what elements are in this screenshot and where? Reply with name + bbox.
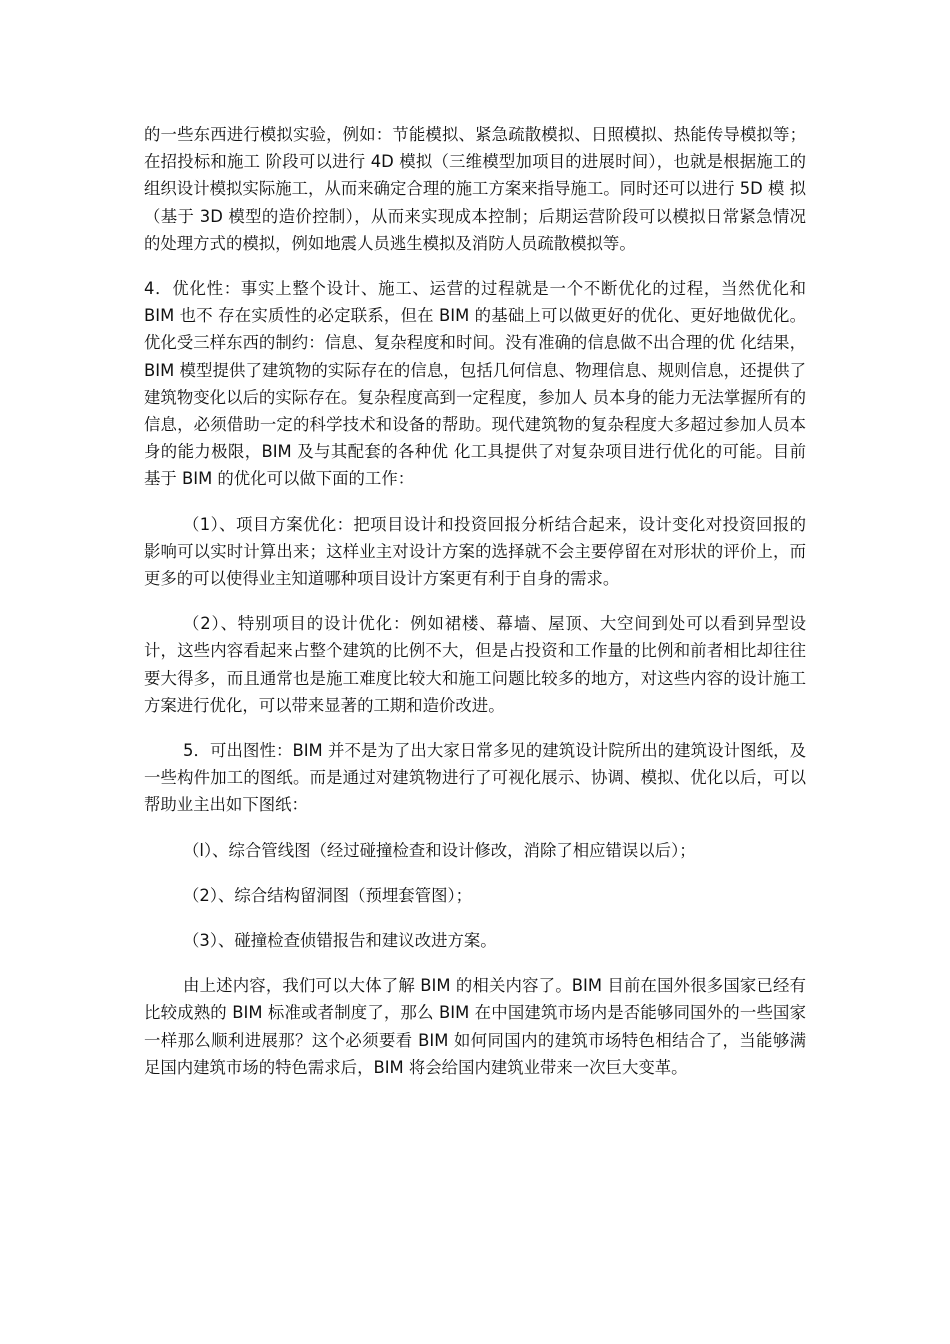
paragraph-project-plan-optimization: （1）、项目方案优化：把项目设计和投资回报分析结合起来，设计变化对投资回报的影响可以实时计算出来；这样业主对设计方案的选择就不会主要停留在对形状的评价上，而更多的可以使得业主知道哪种项目设计方案更有利于自身的需求。 — [144, 514, 806, 589]
paragraph-optimization: 4．优化性：事实上整个设计、施工、运营的过程就是一个不断优化的过程，当然优化和 BIM 也不 存在实质性的必定联系，但在 BIM 的基础上可以做更好的优化、更好地做优化。优化受三样东西的制约：信息、复杂程度和时间。没有准确的信息做不出合理的优 化结果，BIM 模型提供了建筑物的实际存在的信息，包括几何信息、物理信息、规则信息，还提供了建筑物变化以后的实际存在。复杂程度高到一定程度，参加人 员本身的能力无法掌握所有的信息，必须借助一定的科学技术和设备的帮助。现代建筑物的复杂程度大多超过参加人员本身的能力极限，BIM 及与其配套的各种优 化工具提供了对复杂项目进行优化的可能。目前基于 BIM 的优化可以做下面的工作： — [144, 279, 806, 489]
document-body — [144, 121, 806, 1099]
paragraph-simulation-continued: 的一些东西进行模拟实验，例如：节能模拟、紧急疏散模拟、日照模拟、热能传导模拟等；在招投标和施工 阶段可以进行 4D 模拟（三维模型加项目的进展时间），也就是根据施工的组织设计模拟实际施工，从而来确定合理的施工方案来指导施工。同时还可以进行 5D 模 拟（基于 3D 模型的造价控制），从而来实现成本控制；后期运营阶段可以模拟日常紧急情况的处理方式的模拟，例如地震人员逃生模拟及消防人员疏散模拟等。 — [144, 125, 806, 253]
list-item-collision-report: （3）、碰撞检查侦错报告和建议改进方案。 — [183, 931, 497, 951]
paragraph-conclusion: 由上述内容，我们可以大体了解 BIM 的相关内容了。BIM 目前在国外很多国家已经有比较成熟的 BIM 标准或者制度了，那么 BIM 在中国建筑市场内是否能够同国外的一些国家一样那么顺利进展那？这个必须要看 BIM 如何同国内的建筑市场特色相结合了，当能够满足国内建筑市场的特色需求后，BIM 将会给国内建筑业带来一次巨大变革。 — [144, 976, 806, 1077]
list-item-structure-hole-drawing: （2）、综合结构留洞图（预埋套管图）； — [183, 885, 473, 905]
paragraph-drawing-output: 5．可出图性：BIM 并不是为了出大家日常多见的建筑设计院所出的建筑设计图纸，及一些构件加工的图纸。而是通过对建筑物进行了可视化展示、协调、模拟、优化以后，可以帮助业主出如下图纸： — [144, 741, 806, 815]
list-item-pipeline-drawing: （l）、综合管线图（经过碰撞检查和设计修改，消除了相应错误以后）； — [183, 840, 696, 860]
paragraph-special-project-optimization: （2）、特别项目的设计优化：例如裙楼、幕墙、屋顶、大空间到处可以看到异型设计，这些内容看起来占整个建筑的比例不大，但是占投资和工作量的比例和前者相比却往往要大得多，而且通常也是施工难度比较大和施工问题比较多的地方，对这些内容的设计施工方案进行优化，可以带来显著的工期和造价改进。 — [144, 614, 806, 715]
